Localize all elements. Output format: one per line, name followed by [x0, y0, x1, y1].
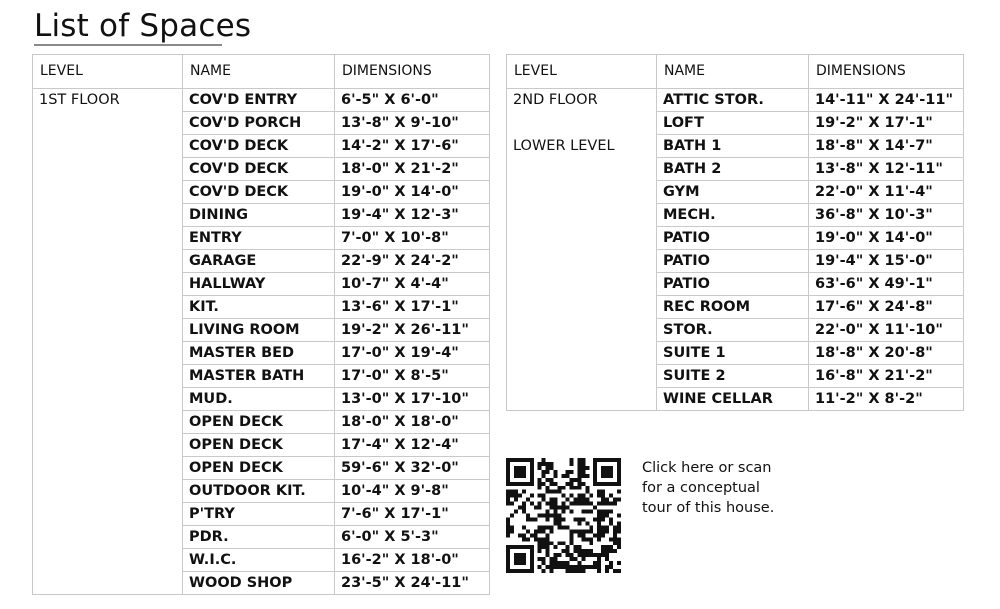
- dimensions-cell: 17'-0" X 8'-5": [335, 365, 490, 388]
- space-name-cell: BATH 1: [657, 135, 809, 158]
- space-name-cell: P'TRY: [183, 503, 335, 526]
- space-name-cell: REC ROOM: [657, 296, 809, 319]
- title-underline: [34, 44, 222, 46]
- dimensions-cell: 19'-2" X 26'-11": [335, 319, 490, 342]
- space-name-cell: OPEN DECK: [183, 411, 335, 434]
- space-name-cell: COV'D PORCH: [183, 112, 335, 135]
- dimensions-header: DIMENSIONS: [335, 55, 490, 89]
- level-header: LEVEL: [507, 55, 657, 89]
- dimensions-cell: 22'-0" X 11'-4": [809, 181, 964, 204]
- space-name-cell: SUITE 2: [657, 365, 809, 388]
- space-name-cell: ATTIC STOR.: [657, 89, 809, 112]
- dimensions-cell: 19'-2" X 17'-1": [809, 112, 964, 135]
- table-row: [507, 89, 964, 112]
- dimensions-cell: 13'-8" X 12'-11": [809, 158, 964, 181]
- space-name-cell: W.I.C.: [183, 549, 335, 572]
- dimensions-cell: 10'-7" X 4'-4": [335, 273, 490, 296]
- space-name-cell: MASTER BED: [183, 342, 335, 365]
- page-title: List of Spaces: [34, 8, 252, 44]
- space-name-cell: HALLWAY: [183, 273, 335, 296]
- space-name-cell: LOFT: [657, 112, 809, 135]
- space-name-cell: PATIO: [657, 273, 809, 296]
- dimensions-cell: 22'-9" X 24'-2": [335, 250, 490, 273]
- dimensions-cell: 18'-8" X 14'-7": [809, 135, 964, 158]
- dimensions-cell: 13'-0" X 17'-10": [335, 388, 490, 411]
- header-row: [507, 55, 964, 89]
- dimensions-cell: 19'-4" X 12'-3": [335, 204, 490, 227]
- dimensions-cell: 14'-2" X 17'-6": [335, 135, 490, 158]
- dimensions-cell: 18'-8" X 20'-8": [809, 342, 964, 365]
- dimensions-cell: 6'-5" X 6'-0": [335, 89, 490, 112]
- space-name-cell: GARAGE: [183, 250, 335, 273]
- name-header: NAME: [657, 55, 809, 89]
- space-name-cell: STOR.: [657, 319, 809, 342]
- level-header: LEVEL: [33, 55, 183, 89]
- dimensions-cell: 59'-6" X 32'-0": [335, 457, 490, 480]
- spaces-table-left: [32, 54, 490, 595]
- space-name-cell: GYM: [657, 181, 809, 204]
- dimensions-cell: 17'-0" X 19'-4": [335, 342, 490, 365]
- dimensions-cell: 17'-6" X 24'-8": [809, 296, 964, 319]
- space-name-cell: MASTER BATH: [183, 365, 335, 388]
- dimensions-cell: 19'-0" X 14'-0": [335, 181, 490, 204]
- dimensions-cell: 18'-0" X 21'-2": [335, 158, 490, 181]
- space-name-cell: COV'D DECK: [183, 181, 335, 204]
- space-name-cell: SUITE 1: [657, 342, 809, 365]
- dimensions-cell: 22'-0" X 11'-10": [809, 319, 964, 342]
- dimensions-cell: 36'-8" X 10'-3": [809, 204, 964, 227]
- qr-caption-line: for a conceptual: [642, 480, 760, 496]
- dimensions-cell: 23'-5" X 24'-11": [335, 572, 490, 595]
- dimensions-cell: 13'-6" X 17'-1": [335, 296, 490, 319]
- space-name-cell: COV'D ENTRY: [183, 89, 335, 112]
- dimensions-cell: 17'-4" X 12'-4": [335, 434, 490, 457]
- dimensions-cell: 7'-0" X 10'-8": [335, 227, 490, 250]
- qr-caption-line: Click here or scan: [642, 460, 772, 476]
- header-row: [33, 55, 490, 89]
- table-row: [507, 135, 964, 158]
- space-name-cell: KIT.: [183, 296, 335, 319]
- dimensions-cell: 14'-11" X 24'-11": [809, 89, 964, 112]
- space-name-cell: PDR.: [183, 526, 335, 549]
- dimensions-cell: 7'-6" X 17'-1": [335, 503, 490, 526]
- spaces-table-right: [506, 54, 964, 411]
- dimensions-cell: 10'-4" X 9'-8": [335, 480, 490, 503]
- qr-caption[interactable]: [642, 458, 774, 518]
- space-name-cell: COV'D DECK: [183, 135, 335, 158]
- level-cell: 2ND FLOOR: [513, 92, 598, 108]
- space-name-cell: OPEN DECK: [183, 434, 335, 457]
- dimensions-cell: 16'-2" X 18'-0": [335, 549, 490, 572]
- space-name-cell: WINE CELLAR: [657, 388, 809, 411]
- level-cell: LOWER LEVEL: [513, 137, 615, 154]
- space-name-cell: MECH.: [657, 204, 809, 227]
- space-name-cell: ENTRY: [183, 227, 335, 250]
- space-name-cell: PATIO: [657, 227, 809, 250]
- dimensions-cell: 19'-0" X 14'-0": [809, 227, 964, 250]
- dimensions-cell: 16'-8" X 21'-2": [809, 365, 964, 388]
- dimensions-cell: 11'-2" X 8'-2": [809, 388, 964, 411]
- space-name-cell: BATH 2: [657, 158, 809, 181]
- dimensions-cell: 18'-0" X 18'-0": [335, 411, 490, 434]
- table-row: [33, 89, 490, 112]
- space-name-cell: WOOD SHOP: [183, 572, 335, 595]
- space-name-cell: MUD.: [183, 388, 335, 411]
- space-name-cell: COV'D DECK: [183, 158, 335, 181]
- space-name-cell: PATIO: [657, 250, 809, 273]
- dimensions-cell: 19'-4" X 15'-0": [809, 250, 964, 273]
- name-header: NAME: [183, 55, 335, 89]
- qr-caption-line: tour of this house.: [642, 500, 775, 516]
- dimensions-cell: 6'-0" X 5'-3": [335, 526, 490, 549]
- space-name-cell: OPEN DECK: [183, 457, 335, 480]
- space-name-cell: OUTDOOR KIT.: [183, 480, 335, 503]
- dimensions-cell: 63'-6" X 49'-1": [809, 273, 964, 296]
- level-cell: 1ST FLOOR: [39, 92, 120, 108]
- dimensions-header: DIMENSIONS: [809, 55, 964, 89]
- dimensions-cell: 13'-8" X 9'-10": [335, 112, 490, 135]
- space-name-cell: LIVING ROOM: [183, 319, 335, 342]
- qr-code-icon[interactable]: [506, 458, 621, 573]
- space-name-cell: DINING: [183, 204, 335, 227]
